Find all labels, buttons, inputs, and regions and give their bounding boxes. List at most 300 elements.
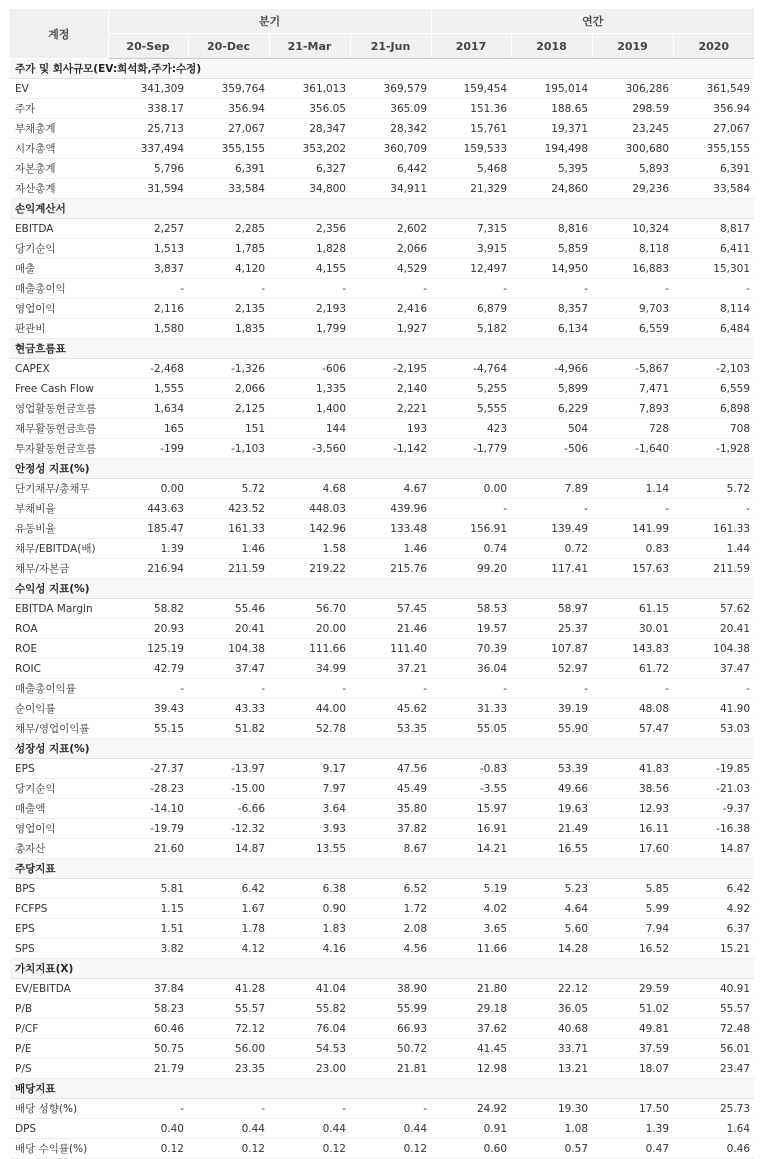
section-title: 주당지표 [10, 859, 754, 879]
row-label: 매출 [10, 259, 108, 279]
row-value: 0.47 [592, 1139, 673, 1159]
row-value: 24.92 [431, 1099, 511, 1119]
row-value: 0.44 [269, 1119, 350, 1139]
row-value: 165 [108, 419, 188, 439]
row-value: 353,202 [269, 139, 350, 159]
table-row [10, 979, 754, 999]
table-row [10, 379, 754, 399]
row-value: 1,513 [108, 239, 188, 259]
row-label: 유동비율 [10, 519, 108, 539]
table-body [10, 59, 754, 1159]
row-value: 4.02 [431, 899, 511, 919]
row-value: 1,799 [269, 319, 350, 339]
row-value: 1.78 [188, 919, 269, 939]
row-value: 58.53 [431, 599, 511, 619]
row-value: 111.66 [269, 639, 350, 659]
section-header-row [10, 739, 754, 759]
row-value: 28,342 [350, 119, 431, 139]
row-value: 5.60 [511, 919, 592, 939]
row-value: 54.53 [269, 1039, 350, 1059]
row-value: 361,013 [269, 79, 350, 99]
row-value: 99.20 [431, 559, 511, 579]
row-value: -199 [108, 439, 188, 459]
row-value: -1,103 [188, 439, 269, 459]
row-value: 133.48 [350, 519, 431, 539]
row-value: -19.85 [673, 759, 754, 779]
row-label: P/CF [10, 1019, 108, 1039]
table-row [10, 79, 754, 99]
row-value: 40.68 [511, 1019, 592, 1039]
row-value: 19.63 [511, 799, 592, 819]
row-value: 27,067 [188, 119, 269, 139]
section-title: 수익성 지표(%) [10, 579, 754, 599]
row-label: ROA [10, 619, 108, 639]
row-value: 1,580 [108, 319, 188, 339]
row-value: 151.36 [431, 99, 511, 119]
row-value: 6.42 [188, 879, 269, 899]
row-value: 3.65 [431, 919, 511, 939]
row-value: 37.47 [188, 659, 269, 679]
row-value: 23.35 [188, 1059, 269, 1079]
row-label: BPS [10, 879, 108, 899]
row-label: CAPEX [10, 359, 108, 379]
row-value: 6,559 [592, 319, 673, 339]
section-header-row [10, 459, 754, 479]
row-value: 56.01 [673, 1039, 754, 1059]
table-row [10, 539, 754, 559]
row-value: 156.91 [431, 519, 511, 539]
row-value: 20.00 [269, 619, 350, 639]
row-value: -3,560 [269, 439, 350, 459]
row-value: 0.12 [269, 1139, 350, 1159]
row-value: 42.79 [108, 659, 188, 679]
row-value: 5,893 [592, 159, 673, 179]
section-title: 주가 및 회사규모(EV:희석화,주가:수정) [10, 59, 754, 79]
row-value: 5,859 [511, 239, 592, 259]
row-value: 5.85 [592, 879, 673, 899]
row-value: - [592, 279, 673, 299]
table-row [10, 799, 754, 819]
row-value: 355,155 [673, 139, 754, 159]
table-row [10, 159, 754, 179]
row-value: 4,155 [269, 259, 350, 279]
row-value: 44.00 [269, 699, 350, 719]
row-value: 45.62 [350, 699, 431, 719]
row-value: 8,114 [673, 299, 754, 319]
row-value: 356.05 [269, 99, 350, 119]
table-row [10, 479, 754, 499]
row-value: 13.21 [511, 1059, 592, 1079]
table-row [10, 699, 754, 719]
row-value: 14.28 [511, 939, 592, 959]
row-value: 55.82 [269, 999, 350, 1019]
row-label: 매출액 [10, 799, 108, 819]
row-value: -14.10 [108, 799, 188, 819]
table-row [10, 399, 754, 419]
row-value: 1.08 [511, 1119, 592, 1139]
row-value: 17.60 [592, 839, 673, 859]
row-value: 4.16 [269, 939, 350, 959]
row-label: EPS [10, 759, 108, 779]
table-row [10, 239, 754, 259]
table-row [10, 639, 754, 659]
row-value: 144 [269, 419, 350, 439]
row-value: 70.39 [431, 639, 511, 659]
table-row [10, 559, 754, 579]
section-header-row [10, 199, 754, 219]
row-value: 365.09 [350, 99, 431, 119]
row-value: 2,135 [188, 299, 269, 319]
row-value: 51.82 [188, 719, 269, 739]
row-value: 7,893 [592, 399, 673, 419]
row-value: 9.17 [269, 759, 350, 779]
row-value: -4,966 [511, 359, 592, 379]
row-value: 57.62 [673, 599, 754, 619]
row-value: 58.82 [108, 599, 188, 619]
row-value: - [511, 499, 592, 519]
row-value: -1,142 [350, 439, 431, 459]
row-value: -606 [269, 359, 350, 379]
row-label: 배당 성향(%) [10, 1099, 108, 1119]
row-value: 0.44 [350, 1119, 431, 1139]
row-value: 15,761 [431, 119, 511, 139]
row-value: 5,468 [431, 159, 511, 179]
row-value: 34.99 [269, 659, 350, 679]
row-value: 34,800 [269, 179, 350, 199]
row-value: 6.42 [673, 879, 754, 899]
row-value: 298.59 [592, 99, 673, 119]
row-value: 1.46 [188, 539, 269, 559]
row-value: 5,796 [108, 159, 188, 179]
row-value: 29.59 [592, 979, 673, 999]
row-value: 31,594 [108, 179, 188, 199]
row-value: 1,335 [269, 379, 350, 399]
row-label: 부채비율 [10, 499, 108, 519]
row-value: 55.57 [188, 999, 269, 1019]
row-value: 14.87 [188, 839, 269, 859]
row-value: 300,680 [592, 139, 673, 159]
row-value: 423.52 [188, 499, 269, 519]
row-value: 28,347 [269, 119, 350, 139]
row-label: 판관비 [10, 319, 108, 339]
row-value: 3.82 [108, 939, 188, 959]
row-value: 2,066 [350, 239, 431, 259]
row-value: 2,140 [350, 379, 431, 399]
row-value: 5,255 [431, 379, 511, 399]
row-value: 57.45 [350, 599, 431, 619]
row-value: 6,898 [673, 399, 754, 419]
row-value: 33.71 [511, 1039, 592, 1059]
row-value: 216.94 [108, 559, 188, 579]
row-value: -4,764 [431, 359, 511, 379]
row-value: 21.81 [350, 1059, 431, 1079]
row-value: 439.96 [350, 499, 431, 519]
row-value: 15.97 [431, 799, 511, 819]
row-label: 자본총계 [10, 159, 108, 179]
table-row [10, 719, 754, 739]
row-value: 48.08 [592, 699, 673, 719]
row-value: 104.38 [188, 639, 269, 659]
row-value: 37.62 [431, 1019, 511, 1039]
period-header: 2017 [431, 34, 511, 59]
row-value: 21.46 [350, 619, 431, 639]
row-value: 15,301 [673, 259, 754, 279]
row-value: 0.12 [108, 1139, 188, 1159]
row-label: EBITDA Margin [10, 599, 108, 619]
row-value: 7.97 [269, 779, 350, 799]
row-value: 37.47 [673, 659, 754, 679]
table-row [10, 299, 754, 319]
table-row [10, 319, 754, 339]
row-value: 1,828 [269, 239, 350, 259]
row-value: 1,400 [269, 399, 350, 419]
row-value: 16.55 [511, 839, 592, 859]
row-value: 37.82 [350, 819, 431, 839]
row-value: 3.64 [269, 799, 350, 819]
row-value: 5.23 [511, 879, 592, 899]
row-value: 504 [511, 419, 592, 439]
row-value: -506 [511, 439, 592, 459]
row-value: - [350, 279, 431, 299]
row-value: 4,120 [188, 259, 269, 279]
table-row [10, 1099, 754, 1119]
row-value: -9.37 [673, 799, 754, 819]
row-value: 35.80 [350, 799, 431, 819]
table-row [10, 659, 754, 679]
row-value: 161.33 [188, 519, 269, 539]
row-value: 23,245 [592, 119, 673, 139]
row-value: 50.75 [108, 1039, 188, 1059]
row-value: 41.90 [673, 699, 754, 719]
row-value: - [269, 1099, 350, 1119]
row-value: - [431, 499, 511, 519]
row-value: -2,103 [673, 359, 754, 379]
row-value: 356.94 [188, 99, 269, 119]
row-value: 151 [188, 419, 269, 439]
row-value: 39.43 [108, 699, 188, 719]
table-row [10, 1039, 754, 1059]
section-title: 가치지표(X) [10, 959, 754, 979]
row-value: 14.87 [673, 839, 754, 859]
account-header: 계정 [10, 9, 108, 59]
row-value: 15.21 [673, 939, 754, 959]
row-value: 58.97 [511, 599, 592, 619]
section-title: 안정성 지표(%) [10, 459, 754, 479]
row-value: - [188, 1099, 269, 1119]
period-header: 2019 [592, 34, 673, 59]
row-value: 52.97 [511, 659, 592, 679]
row-value: 56.00 [188, 1039, 269, 1059]
row-value: - [350, 1099, 431, 1119]
row-value: 1.44 [673, 539, 754, 559]
row-value: 66.93 [350, 1019, 431, 1039]
row-value: -2,468 [108, 359, 188, 379]
row-value: 11.66 [431, 939, 511, 959]
row-value: 19.30 [511, 1099, 592, 1119]
section-header-row [10, 59, 754, 79]
row-value: 14.21 [431, 839, 511, 859]
row-label: 채무/영업이익률 [10, 719, 108, 739]
row-label: DPS [10, 1119, 108, 1139]
row-value: 161.33 [673, 519, 754, 539]
row-value: -1,928 [673, 439, 754, 459]
row-value: - [269, 679, 350, 699]
row-value: 6.37 [673, 919, 754, 939]
row-value: 7.89 [511, 479, 592, 499]
row-label: 시가총액 [10, 139, 108, 159]
row-value: 211.59 [673, 559, 754, 579]
row-value: 10,324 [592, 219, 673, 239]
row-value: 3,837 [108, 259, 188, 279]
row-value: 708 [673, 419, 754, 439]
row-value: 1.14 [592, 479, 673, 499]
financial-table-container [10, 9, 754, 1159]
row-value: 3,915 [431, 239, 511, 259]
row-value: - [673, 499, 754, 519]
period-header: 21-Jun [350, 34, 431, 59]
annual-header: 연간 [431, 9, 754, 34]
row-value: 39.19 [511, 699, 592, 719]
row-value: 4,529 [350, 259, 431, 279]
row-value: 2,257 [108, 219, 188, 239]
row-value: 0.60 [431, 1139, 511, 1159]
row-value: 0.44 [188, 1119, 269, 1139]
row-value: 8.67 [350, 839, 431, 859]
row-value: 6,391 [188, 159, 269, 179]
row-label: 매출총이익 [10, 279, 108, 299]
section-header-row [10, 579, 754, 599]
period-header: 20-Dec [188, 34, 269, 59]
row-label: P/E [10, 1039, 108, 1059]
row-label: 순이익률 [10, 699, 108, 719]
section-header-row [10, 959, 754, 979]
row-value: 37.84 [108, 979, 188, 999]
row-value: 41.45 [431, 1039, 511, 1059]
row-value: 5.19 [431, 879, 511, 899]
table-header [10, 9, 754, 59]
row-value: 369,579 [350, 79, 431, 99]
row-value: 4.67 [350, 479, 431, 499]
row-value: 157.63 [592, 559, 673, 579]
row-value: -12.32 [188, 819, 269, 839]
section-header-row [10, 339, 754, 359]
row-value: 25,713 [108, 119, 188, 139]
row-value: 38.90 [350, 979, 431, 999]
financial-table [10, 9, 754, 1159]
row-value: 2,356 [269, 219, 350, 239]
row-value: 0.74 [431, 539, 511, 559]
row-value: 13.55 [269, 839, 350, 859]
row-value: 219.22 [269, 559, 350, 579]
row-label: FCFPS [10, 899, 108, 919]
row-value: 360,709 [350, 139, 431, 159]
row-value: 60.46 [108, 1019, 188, 1039]
row-value: 55.90 [511, 719, 592, 739]
row-value: 728 [592, 419, 673, 439]
row-value: 16.91 [431, 819, 511, 839]
row-value: 16.52 [592, 939, 673, 959]
row-value: 55.46 [188, 599, 269, 619]
row-value: 341,309 [108, 79, 188, 99]
row-value: 0.57 [511, 1139, 592, 1159]
row-value: - [350, 679, 431, 699]
row-value: 1.51 [108, 919, 188, 939]
row-value: 37.21 [350, 659, 431, 679]
row-value: -2,195 [350, 359, 431, 379]
row-value: 76.04 [269, 1019, 350, 1039]
row-value: 2,125 [188, 399, 269, 419]
row-value: -21.03 [673, 779, 754, 799]
row-value: 5,182 [431, 319, 511, 339]
row-value: - [188, 679, 269, 699]
row-value: 36.04 [431, 659, 511, 679]
row-value: 1.83 [269, 919, 350, 939]
period-header: 20-Sep [108, 34, 188, 59]
row-value: 6,327 [269, 159, 350, 179]
row-value: 159,454 [431, 79, 511, 99]
row-value: 188.65 [511, 99, 592, 119]
table-row [10, 279, 754, 299]
row-label: 채무/EBITDA(배) [10, 539, 108, 559]
row-value: 2,066 [188, 379, 269, 399]
row-value: 7,315 [431, 219, 511, 239]
row-value: 20.41 [188, 619, 269, 639]
row-value: 7.94 [592, 919, 673, 939]
row-value: 34,911 [350, 179, 431, 199]
row-value: 51.02 [592, 999, 673, 1019]
row-value: 72.48 [673, 1019, 754, 1039]
row-label: 부채총계 [10, 119, 108, 139]
row-value: -19.79 [108, 819, 188, 839]
row-value: 1.72 [350, 899, 431, 919]
row-value: 41.04 [269, 979, 350, 999]
row-value: 55.99 [350, 999, 431, 1019]
row-value: 306,286 [592, 79, 673, 99]
row-value: 25.73 [673, 1099, 754, 1119]
row-value: 25.37 [511, 619, 592, 639]
row-value: 31.33 [431, 699, 511, 719]
row-label: 총자산 [10, 839, 108, 859]
row-label: 배당 수익률(%) [10, 1139, 108, 1159]
table-row [10, 619, 754, 639]
row-value: 6.38 [269, 879, 350, 899]
table-row [10, 919, 754, 939]
row-label: 자산총계 [10, 179, 108, 199]
table-row [10, 839, 754, 859]
row-value: 6,442 [350, 159, 431, 179]
row-value: 9,703 [592, 299, 673, 319]
table-row [10, 359, 754, 379]
row-value: 141.99 [592, 519, 673, 539]
table-row [10, 219, 754, 239]
row-value: 1.15 [108, 899, 188, 919]
row-value: 61.72 [592, 659, 673, 679]
row-value: -28.23 [108, 779, 188, 799]
row-value: 55.05 [431, 719, 511, 739]
row-value: 159,533 [431, 139, 511, 159]
row-value: 49.66 [511, 779, 592, 799]
section-title: 배당지표 [10, 1079, 754, 1099]
row-value: 2,416 [350, 299, 431, 319]
row-label: 당기순익 [10, 779, 108, 799]
row-value: 1.39 [592, 1119, 673, 1139]
row-value: 0.90 [269, 899, 350, 919]
row-value: 1.58 [269, 539, 350, 559]
row-value: 6,134 [511, 319, 592, 339]
row-value: 53.39 [511, 759, 592, 779]
row-label: 매출총이익률 [10, 679, 108, 699]
row-value: 53.35 [350, 719, 431, 739]
